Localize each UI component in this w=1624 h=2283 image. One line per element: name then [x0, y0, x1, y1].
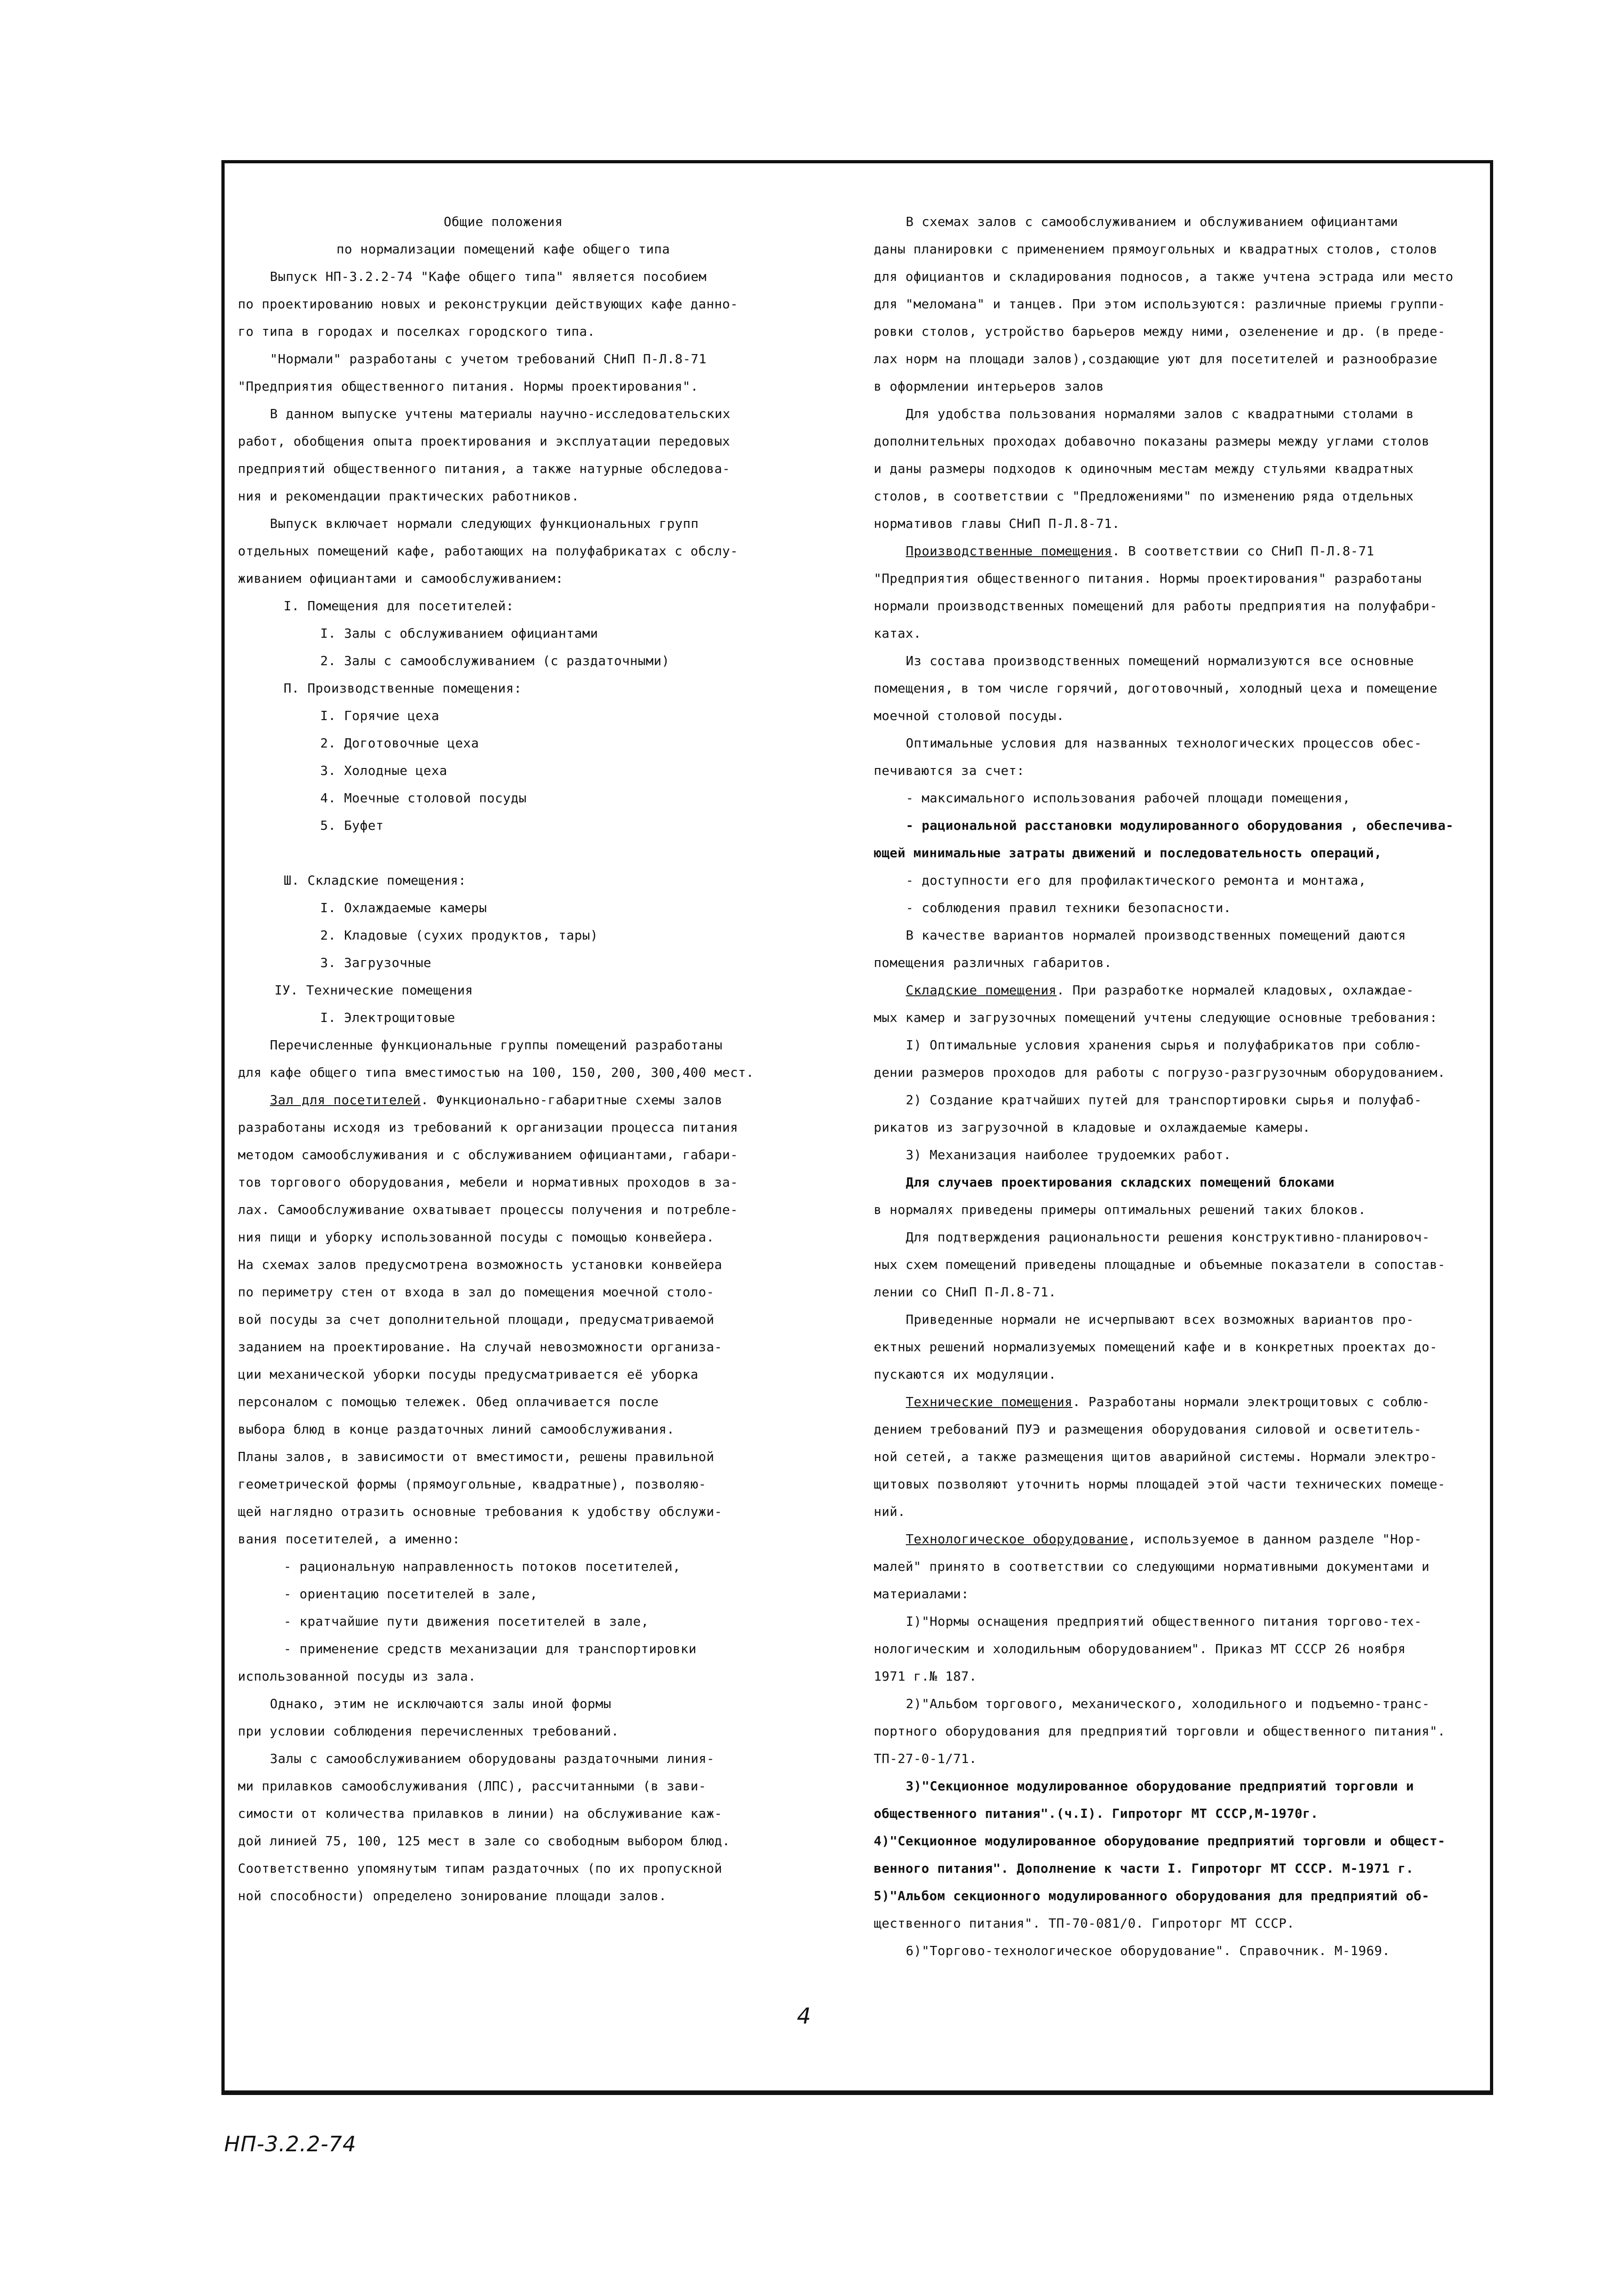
blank-line — [238, 839, 805, 867]
list-item: - ориентацию посетителей в зале, — [284, 1586, 538, 1601]
list-item: I. Электрощитовые — [320, 1010, 456, 1025]
text-line: малей" принято в соответствии со следующими нормативными документами и — [874, 1559, 1430, 1574]
text-line: при условии соблюдения перечисленных требований. — [238, 1724, 619, 1739]
text-line: вания посетителей, а именно: — [238, 1531, 461, 1547]
reference-item: 4)"Секционное модулированное оборудование предприятий торговли и общест- — [874, 1833, 1446, 1848]
text-line: Планы залов, в зависимости от вместимости, решены правильной — [238, 1449, 715, 1464]
text-line: в оформлении интерьеров залов — [874, 379, 1104, 394]
text-line: ТП-27-0-1/71. — [874, 1751, 977, 1766]
list-item: I. Залы с обслуживанием официантами — [320, 626, 598, 641]
section-heading-underlined: Технологическое оборудование — [906, 1531, 1129, 1547]
list-item: I. Горячие цеха — [320, 708, 440, 723]
text-line: го типа в городах и поселках городского типа. — [238, 324, 596, 339]
text-line: Из состава производственных помещений нормализуются все основные — [906, 653, 1414, 668]
list-item: I. Охлаждаемые камеры — [320, 900, 487, 915]
text-line: для официантов и складирования подносов, а также учтена эстрада или место — [874, 269, 1454, 284]
text-line: Однако, этим не исключаются залы иной формы — [270, 1696, 612, 1711]
text-line: нормали производственных помещений для работы предприятия на полуфабри- — [874, 598, 1438, 613]
section-title: Общие положения — [443, 214, 563, 229]
text-line: предприятий общественного питания, а также натурные обследова- — [238, 461, 731, 476]
text-line: ний. — [874, 1504, 906, 1519]
text-line: дении размеров проходов для работы с погрузо-разгрузочным оборудованием. — [874, 1065, 1446, 1080]
list-item: - рациональную направленность потоков посетителей, — [284, 1559, 681, 1574]
text-line: выбора блюд в конце раздаточных линий самообслуживания. — [238, 1422, 675, 1437]
list-item: - кратчайшие пути движения посетителей в зале, — [284, 1614, 649, 1629]
text-line: в нормалях приведены примеры оптимальных решений таких блоков. — [874, 1202, 1366, 1217]
text-line: разработаны исходя из требований к организации процесса питания — [238, 1120, 738, 1135]
text-line: Соответственно упомянутым типам раздаточных (по их пропускной — [238, 1861, 722, 1876]
section-heading-underlined: Производственные помещения — [906, 543, 1113, 559]
text-line: В качестве вариантов нормалей производственных помещений даются — [906, 928, 1406, 943]
text-line: ми прилавков самообслуживания (ЛПС), рассчитанными (в зави- — [238, 1778, 707, 1794]
text-line: нологическим и холодильным оборудованием". Приказ МТ СССР 26 ноября — [874, 1641, 1406, 1656]
text-line: "Предприятия общественного питания. Нормы проектирования". — [238, 379, 699, 394]
text-line: ных схем помещений приведены площадные и объемные показатели в сопостав- — [874, 1257, 1446, 1272]
text-line: Выпуск включает нормали следующих функциональных групп — [270, 516, 699, 531]
section-heading-underlined: Складские помещения — [906, 983, 1057, 998]
text-line: 1971 г.№ 187. — [874, 1669, 977, 1684]
text-line: пускаются их модуляции. — [874, 1367, 1057, 1382]
text-line: помещения, в том числе горячий, доготовочный, холодный цеха и помещение — [874, 681, 1438, 696]
text-line: лении со СНиП П-Л.8-71. — [874, 1284, 1057, 1300]
text-line: столов, в соответствии с "Предложениями" по изменению ряда отдельных — [874, 489, 1414, 504]
list-item: 5. Буфет — [320, 818, 384, 833]
list-item: 3) Механизация наиболее трудоемких работ. — [906, 1147, 1231, 1162]
list-item: - соблюдения правил техники безопасности. — [906, 900, 1231, 915]
right-text-column — [874, 208, 1482, 1965]
list-group-heading: Ш. Складские помещения: — [284, 873, 467, 888]
list-item: - максимального использования рабочей площади помещения, — [906, 790, 1351, 806]
text-line: "Нормали" разработаны с учетом требований СНиП П-Л.8-71 — [270, 351, 707, 366]
text-line: методом самообслуживания и с обслуживанием официантами, габари- — [238, 1147, 738, 1162]
text-line: Зал для посетителей. Функционально-габаритные схемы залов — [270, 1092, 723, 1107]
list-item: 2. Залы с самообслуживанием (с раздаточными) — [320, 653, 670, 668]
text-line: Технологическое оборудование, используемое в данном разделе "Нор- — [906, 1531, 1422, 1547]
text-line: ния и рекомендации практических работников. — [238, 489, 580, 504]
list-group-heading: IУ. Технические помещения — [274, 983, 473, 998]
text-line: персоналом с помощью тележек. Обед оплачивается после — [238, 1394, 659, 1409]
left-text-column — [238, 208, 805, 1910]
text-line: печиваются за счет: — [874, 763, 1025, 778]
text-line: Технические помещения. Разработаны нормали электрощитовых с соблю- — [906, 1394, 1430, 1409]
text-line: заданием на проектирование. На случай невозможности организа- — [238, 1339, 722, 1354]
text-line: моечной столовой посуды. — [874, 708, 1065, 723]
text-line: использованной посуды из зала. — [238, 1669, 476, 1684]
text-line: помещения различных габаритов. — [874, 955, 1112, 970]
list-item: 3. Холодные цеха — [320, 763, 447, 778]
text-line: Оптимальные условия для названных технологических процессов обес- — [906, 736, 1422, 751]
reference-item: I)"Нормы оснащения предприятий общественного питания торгово-тех- — [906, 1614, 1422, 1629]
reference-item: 2)"Альбом торгового, механического, холодильного и подъемно-транс- — [906, 1696, 1430, 1711]
text-line: катах. — [874, 626, 922, 641]
text-line: дой линией 75, 100, 125 мест в зале со свободным выбором блюд. — [238, 1833, 731, 1848]
text-line: отдельных помещений кафе, работающих на полуфабрикатах с обслу- — [238, 543, 738, 559]
text-line: В данном выпуске учтены материалы научно-исследовательских — [270, 406, 731, 421]
document-code: НП-3.2.2-74 — [224, 2132, 356, 2156]
list-item: - доступности его для профилактического ремонта и монтажа, — [906, 873, 1366, 888]
section-heading-underlined: Зал для посетителей — [270, 1092, 421, 1107]
text-line: Производственные помещения. В соответствии со СНиП П-Л.8-71 — [906, 543, 1375, 559]
text-line: ной способности) определено зонирование площади залов. — [238, 1888, 667, 1903]
text-line: портного оборудования для предприятий торговли и общественного питания". — [874, 1724, 1446, 1739]
list-group-heading: П. Производственные помещения: — [284, 681, 522, 696]
reference-item: 6)"Торгово-технологическое оборудование". Справочник. М-1969. — [906, 1943, 1390, 1958]
text-line: дополнительных проходах добавочно показаны размеры между углами столов — [874, 434, 1430, 449]
page-number: 4 — [797, 2004, 811, 2029]
text-line: по проектированию новых и реконструкции действующих кафе данно- — [238, 296, 738, 312]
text-line: венного питания". Дополнение к части I. Гипроторг МТ СССР. М-1971 г. — [874, 1861, 1414, 1876]
text-line: вой посуды за счет дополнительной площади, предусматриваемой — [238, 1312, 715, 1327]
text-line: Для случаев проектирования складских помещений блоками — [906, 1175, 1335, 1190]
text-line: по периметру стен от входа в зал до помещения моечной столо- — [238, 1284, 715, 1300]
text-line: для "меломана" и танцев. При этом используются: различные приемы группи- — [874, 296, 1446, 312]
list-group-heading: I. Помещения для посетителей: — [284, 598, 514, 613]
text-line: щей наглядно отразить основные требования к удобству обслужи- — [238, 1504, 722, 1519]
text-line: ции механической уборки посуды предусматривается её уборка — [238, 1367, 699, 1382]
text-line: лах. Самообслуживание охватывает процессы получения и потребле- — [238, 1202, 738, 1217]
text-line: дением требований ПУЭ и размещения оборудования силовой и осветитель- — [874, 1422, 1422, 1437]
section-heading-underlined: Технические помещения — [906, 1394, 1073, 1409]
list-item: 3. Загрузочные — [320, 955, 432, 970]
text-line: щественного питания". ТП-70-081/0. Гипроторг МТ СССР. — [874, 1916, 1295, 1931]
list-item: 2. Кладовые (сухих продуктов, тары) — [320, 928, 598, 943]
text-line: ной сетей, а также размещения щитов аварийной системы. Нормали электро- — [874, 1449, 1438, 1464]
text-line: геометрической формы (прямоугольные, квадратные), позволяю- — [238, 1477, 707, 1492]
text-line: Залы с самообслуживанием оборудованы раздаточными линия- — [270, 1751, 715, 1766]
text-line: работ, обобщения опыта проектирования и эксплуатации передовых — [238, 434, 731, 449]
text-line: "Предприятия общественного питания. Нормы проектирования" разработаны — [874, 571, 1422, 586]
text-line: лах норм на площади залов),создающие уют для посетителей и разнообразие — [874, 351, 1438, 366]
list-item: - применение средств механизации для транспортировки — [284, 1641, 697, 1656]
text-line: тов торгового оборудования, мебели и нормативных проходов в за- — [238, 1175, 738, 1190]
text-line: симости от количества прилавков в линии) на обслуживание каж- — [238, 1806, 722, 1821]
text-line: На схемах залов предусмотрена возможность установки конвейера — [238, 1257, 722, 1272]
text-line: Складские помещения. При разработке нормалей кладовых, охлаждае- — [906, 983, 1414, 998]
text-line: и даны размеры подходов к одиночным местам между стульями квадратных — [874, 461, 1414, 476]
text-line: даны планировки с применением прямоугольных и квадратных столов, столов — [874, 242, 1438, 257]
text-line: ектных решений нормализуемых помещений кафе и в конкретных проектах до- — [874, 1339, 1438, 1354]
section-subtitle: по нормализации помещений кафе общего типа — [336, 242, 670, 257]
text-line: Приведенные нормали не исчерпывают всех возможных вариантов про- — [906, 1312, 1414, 1327]
text-line: для кафе общего типа вместимостью на 100, 150, 200, 300,400 мест. — [238, 1065, 754, 1080]
text-line: Для удобства пользования нормалями залов с квадратными столами в — [906, 406, 1414, 421]
list-item: 2. Доготовочные цеха — [320, 736, 479, 751]
text-line: материалами: — [874, 1586, 969, 1601]
list-item: 4. Моечные столовой посуды — [320, 790, 527, 806]
text-line: мых камер и загрузочных помещений учтены следующие основные требования: — [874, 1010, 1438, 1025]
text-line: щитовых позволяют уточнить нормы площадей этой части технических помеще- — [874, 1477, 1446, 1492]
reference-item: 3)"Секционное модулированное оборудование предприятий торговли и — [906, 1778, 1414, 1794]
list-item: I) Оптимальные условия хранения сырья и полуфабрикатов при соблю- — [906, 1037, 1422, 1053]
text-line: общественного питания".(ч.I). Гипроторг МТ СССР,М-1970г. — [874, 1806, 1319, 1821]
text-line: нормативов главы СНиП П-Л.8-71. — [874, 516, 1120, 531]
text-line: Для подтверждения рациональности решения конструктивно-планировоч- — [906, 1230, 1430, 1245]
text-line: ровки столов, устройство барьеров между ними, озеленение и др. (в преде- — [874, 324, 1446, 339]
text-line: ния пищи и уборку использованной посуды с помощью конвейера. — [238, 1230, 715, 1245]
reference-item: 5)"Альбом секционного модулированного оборудования для предприятий об- — [874, 1888, 1430, 1903]
text-line: живанием официантами и самообслуживанием: — [238, 571, 564, 586]
text-line: рикатов из загрузочной в кладовые и охлаждаемые камеры. — [874, 1120, 1311, 1135]
text-line: Выпуск НП-3.2.2-74 "Кафе общего типа" является пособием — [270, 269, 707, 284]
list-item: 2) Создание кратчайших путей для транспортировки сырья и полуфаб- — [906, 1092, 1422, 1107]
text-line: ющей минимальные затраты движений и последовательность операций, — [874, 845, 1382, 860]
text-line: В схемах залов с самообслуживанием и обслуживанием официантами — [906, 214, 1398, 229]
text-line: Перечисленные функциональные группы помещений разработаны — [270, 1037, 723, 1053]
list-item: - рациональной расстановки модулированного оборудования , обеспечива- — [906, 818, 1454, 833]
